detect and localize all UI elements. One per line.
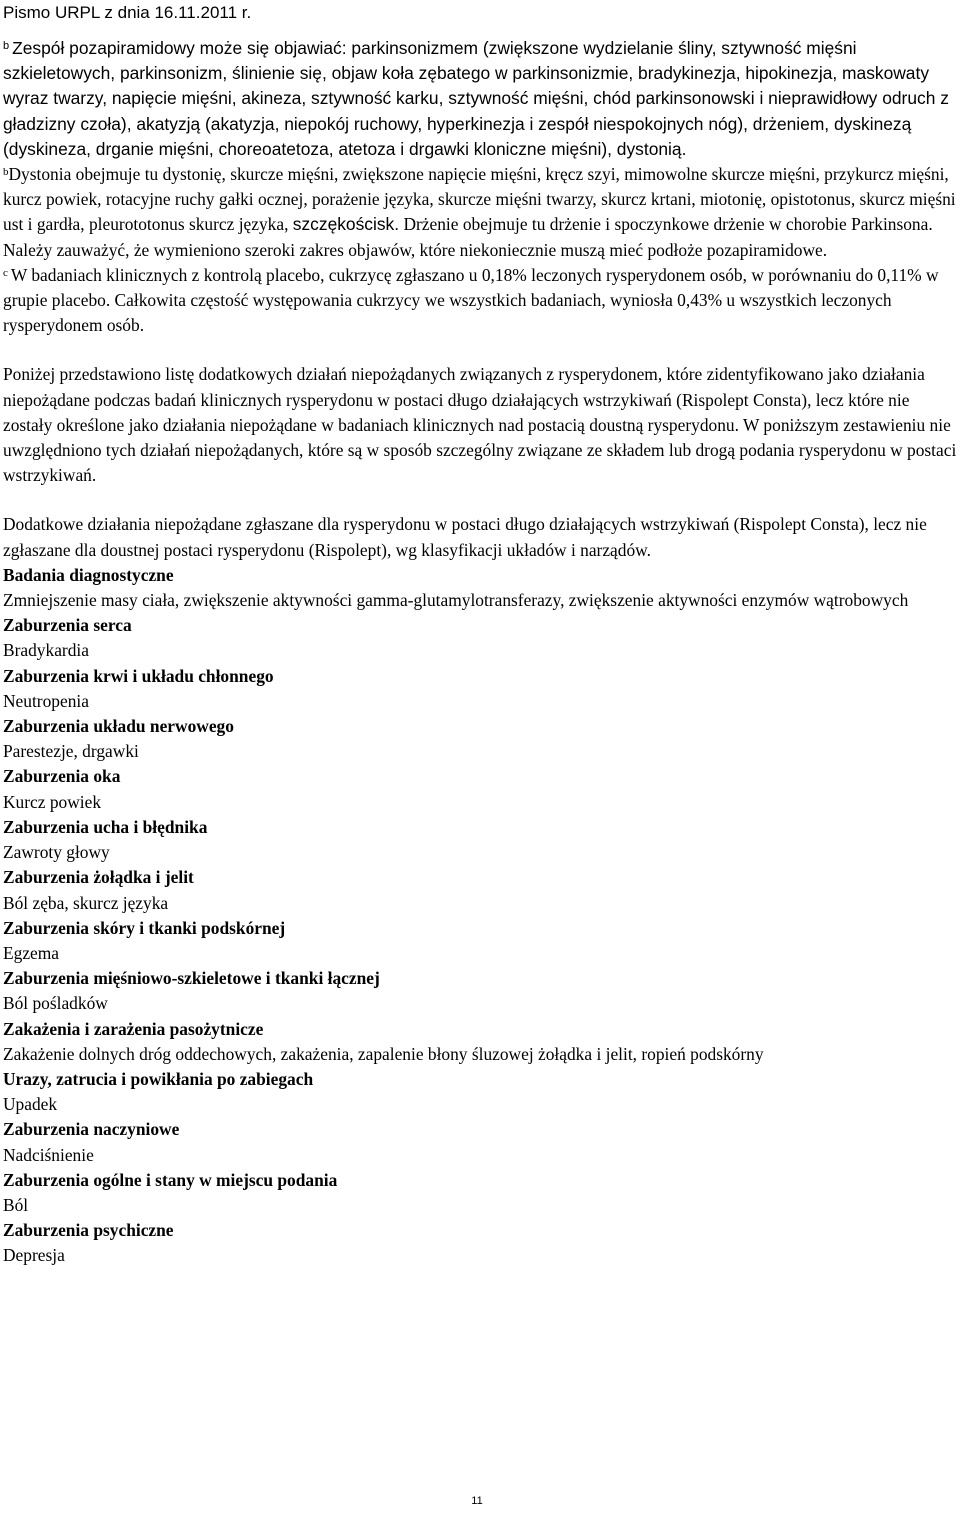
ae-category: Zaburzenia skóry i tkanki podskórnej bbox=[3, 917, 286, 938]
adverse-effects-list bbox=[3, 563, 957, 1269]
footnote-mark: c bbox=[3, 266, 8, 279]
footnote-text: Zespół pozapiramidowy może się objawiać: parkinsonizmem (zwiększone wydzielanie śliny, sztywność mięśni szkieletowych, parkinsonizm, ślinienie się, objaw koła zębatego w parkinsonizmie, bradykinezja, hipokinezja, maskowaty wyraz twarzy, napięcie mięśni, akineza, sztywność karku, sztywność mięśni, chód parkinsonowski i nieprawidłowy odruch z gładzizny czoła), akatyzją (akatyzja, niepokój ruchowy, hyperkinezja i zespół niespokojnych nóg), drżeniem, dyskinezą (dyskineza, drganie mięśni, choreoatetoza, atetoza i drgawki kloniczne mięśni), dystonią. bbox=[3, 38, 949, 159]
ae-items: Nadciśnienie bbox=[3, 1144, 94, 1165]
ae-category: Badania diagnostyczne bbox=[3, 564, 174, 585]
ae-block-skin bbox=[3, 916, 957, 966]
paragraph-classification-intro: Dodatkowe działania niepożądane zgłaszane dla rysperydonu w postaci długo działających wstrzykiwań (Rispolept Consta), lecz nie zgłaszane dla doustnej postaci rysperydonu (Rispolept), wg klasyfikacji układów i narządów. bbox=[3, 514, 927, 560]
ae-block-general bbox=[3, 1168, 957, 1218]
paragraph-additional-effects-intro: Poniżej przedstawiono listę dodatkowych działań niepożądanych związanych z rysperydonem, które zidentyfikowano jako działania niepożądane podczas badań klinicznych rysperydonu w postaci długo działających wstrzykiwań (Rispolept Consta), lecz które nie zostały określone jako działania niepożądane w badaniach klinicznych nad postacią doustną rysperydonu. W poniższym zestawieniu nie uwzględniono tych działań niepożądanych, które są w sposób szczególny związane ze składem lub drogą podania rysperydonu w postaci wstrzykiwań. bbox=[3, 364, 957, 486]
ae-category: Zaburzenia układu nerwowego bbox=[3, 716, 234, 737]
ae-block-musculoskeletal bbox=[3, 966, 957, 1016]
footnote-b-extrapyramidal bbox=[3, 36, 957, 162]
ae-items: Bradykardia bbox=[3, 640, 89, 661]
ae-category: Zakażenia i zarażenia pasożytnicze bbox=[3, 1018, 264, 1039]
ae-category: Zaburzenia oka bbox=[3, 766, 121, 787]
ae-items: Zawroty głowy bbox=[3, 842, 110, 863]
ae-items: Zmniejszenie masy ciała, zwiększenie aktywności gamma-glutamylotransferazy, zwiększenie aktywności enzymów wątrobowych bbox=[3, 590, 909, 611]
ae-block-nervous bbox=[3, 714, 957, 764]
ae-items: Parestezje, drgawki bbox=[3, 741, 139, 762]
footnote-c-diabetes bbox=[3, 263, 957, 339]
footnote-text-continued: Drżenie obejmuje tu drżenie i spoczynkowe drżenie w chorobie Parkinsona. Należy zauważyć, że wymieniono szeroki zakres objawów, które niekoniecznie muszą mieć podłoże pozapiramidowe. bbox=[3, 214, 933, 260]
ae-category: Zaburzenia naczyniowe bbox=[3, 1119, 180, 1140]
ae-block-diagnostics bbox=[3, 563, 957, 613]
footnote-mark: b bbox=[3, 166, 9, 179]
ae-items: Neutropenia bbox=[3, 690, 89, 711]
ae-category: Zaburzenia psychiczne bbox=[3, 1220, 174, 1241]
ae-items: Zakażenie dolnych dróg oddechowych, zakażenia, zapalenie błony śluzowej żołądka i jelit, ropień podskórny bbox=[3, 1043, 764, 1064]
ae-block-psychiatric bbox=[3, 1218, 957, 1268]
footnote-b-dystonia bbox=[3, 162, 957, 263]
document-page bbox=[3, 0, 957, 1269]
ae-category: Zaburzenia serca bbox=[3, 615, 132, 636]
document-header: Pismo URPL z dnia 16.11.2011 r. bbox=[3, 3, 252, 22]
ae-items: Ból pośladków bbox=[3, 993, 108, 1014]
footnote-text-sans: szczękościsk. bbox=[292, 214, 400, 235]
ae-items: Upadek bbox=[3, 1094, 58, 1115]
footnote-mark: b bbox=[3, 40, 10, 52]
footnote-text: W badaniach klinicznych z kontrolą placebo, cukrzycę zgłaszano u 0,18% leczonych rysperydonem osób, w porównaniu do 0,11% w grupie placebo. Całkowita częstość występowania cukrzycy we wszystkich badaniach, wyniosła 0,43% u wszystkich leczonych rysperydonem osób. bbox=[3, 264, 939, 336]
ae-category: Zaburzenia ogólne i stany w miejscu podania bbox=[3, 1169, 338, 1190]
ae-category: Zaburzenia krwi i układu chłonnego bbox=[3, 665, 274, 686]
ae-category: Zaburzenia żołądka i jelit bbox=[3, 867, 194, 888]
ae-category: Zaburzenia mięśniowo-szkieletowe i tkanki łącznej bbox=[3, 968, 380, 989]
ae-category: Urazy, zatrucia i powikłania po zabiegach bbox=[3, 1068, 314, 1089]
ae-block-blood bbox=[3, 664, 957, 714]
ae-block-infections bbox=[3, 1017, 957, 1067]
ae-items: Depresja bbox=[3, 1245, 65, 1266]
ae-items: Egzema bbox=[3, 942, 60, 963]
ae-block-vascular bbox=[3, 1117, 957, 1167]
ae-block-cardiac bbox=[3, 613, 957, 663]
ae-items: Ból zęba, skurcz języka bbox=[3, 892, 169, 913]
ae-block-eye bbox=[3, 764, 957, 814]
ae-items: Kurcz powiek bbox=[3, 791, 102, 812]
ae-block-gastro bbox=[3, 865, 957, 915]
ae-items: Ból bbox=[3, 1194, 29, 1215]
ae-category: Zaburzenia ucha i błędnika bbox=[3, 816, 208, 837]
ae-block-ear bbox=[3, 815, 957, 865]
footnote-text: Dystonia obejmuje tu dystonię, skurcze mięśni, zwiększone napięcie mięśni, kręcz szyi, mimowolne skurcze mięśni, przykurcz mięśni, kurcz powiek, rotacyjne ruchy gałki ocznej, porażenie języka, skurcze mięśni twarzy, skurcz krtani, miotonię, opistotonus, skurcz mięśni ust i gardła, pleurototonus skurcz języka, bbox=[3, 164, 956, 235]
ae-block-injury bbox=[3, 1067, 957, 1117]
page-number: 11 bbox=[471, 1495, 483, 1507]
